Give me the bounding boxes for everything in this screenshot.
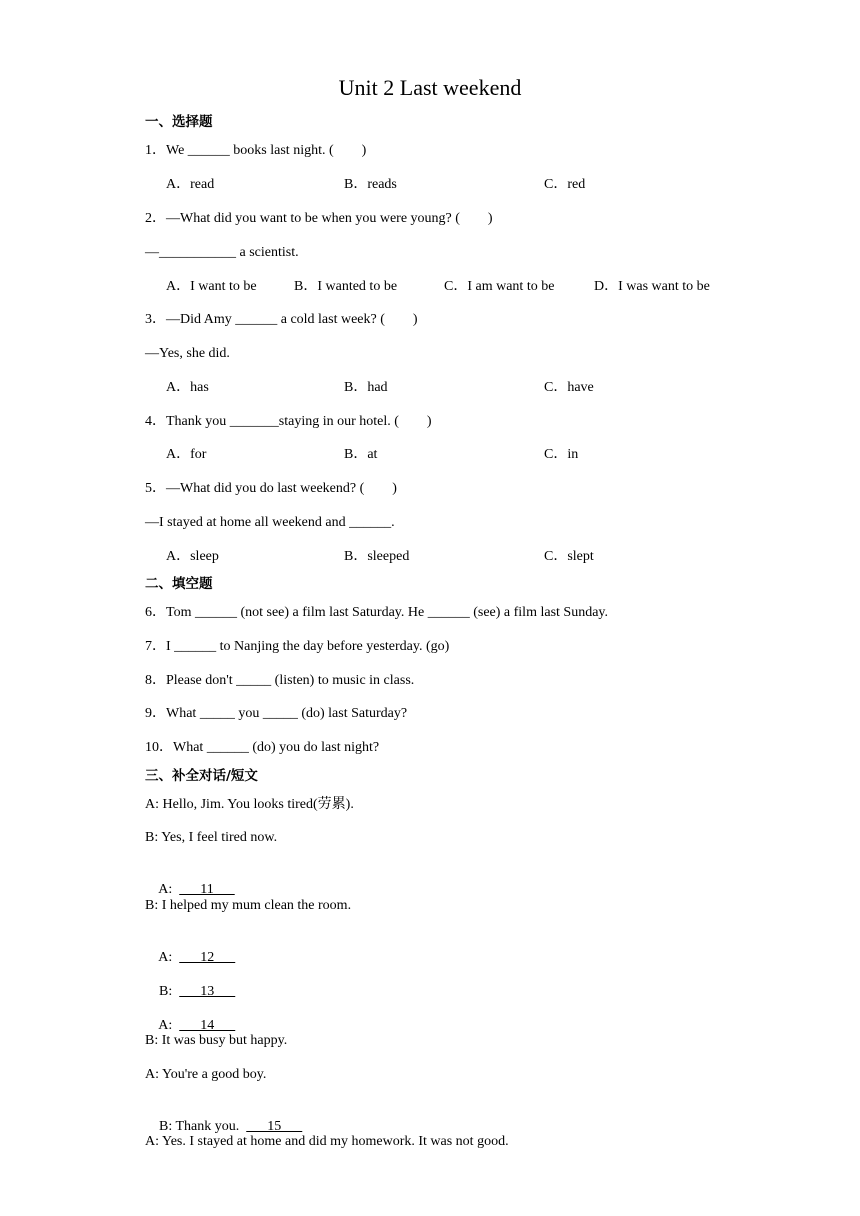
blank-12: 12 (179, 950, 236, 965)
dialogue-line-4: B: I helped my mum clean the room. (145, 898, 352, 913)
dialogue-line-8: B: It was busy but happy. (145, 1033, 288, 1048)
q2-option-a: A．I want to be (166, 279, 257, 294)
question-2-answer-line: —___________ a scientist. (145, 245, 299, 260)
question-2-stem: 2．—What did you want to be when you were young? ( ) (145, 211, 493, 226)
q1-option-c: C．red (544, 177, 586, 192)
blank-14: 14 (179, 1018, 236, 1033)
q3-option-c: C．have (544, 380, 594, 395)
q2-option-d: D．I was want to be (594, 279, 710, 294)
q5-option-b: B．sleeped (344, 549, 410, 564)
dialogue-line-1: A: Hello, Jim. You looks tired(劳累). (145, 797, 354, 812)
q5-option-a: A．sleep (166, 549, 219, 564)
fill-question-6: 6．Tom ______ (not see) a film last Saturday. He ______ (see) a film last Sunday. (145, 605, 608, 620)
q1-option-b: B．reads (344, 177, 397, 192)
speaker-label: B: (159, 984, 173, 999)
q2-option-c: C．I am want to be (444, 279, 555, 294)
question-3-answer-line: —Yes, she did. (145, 346, 230, 361)
q5-option-c: C．slept (544, 549, 594, 564)
section-heading-choice: 一、选择题 (145, 114, 213, 130)
fill-question-8: 8．Please don't _____ (listen) to music in class. (145, 673, 415, 688)
speaker-label: A: (158, 882, 173, 897)
section-heading-fill-blank: 二、填空题 (145, 576, 213, 592)
fill-question-10: 10．What ______ (do) you do last night? (145, 740, 380, 755)
q3-option-a: A．has (166, 380, 209, 395)
question-5-stem: 5．—What did you do last weekend? ( ) (145, 481, 397, 496)
speaker-label: A: (158, 950, 173, 965)
dialogue-line-2: B: Yes, I feel tired now. (145, 830, 278, 845)
speaker-label: A: (158, 1018, 173, 1033)
section-heading-dialogue: 三、补全对话/短文 (145, 768, 258, 784)
question-3-stem: 3．—Did Amy ______ a cold last week? ( ) (145, 312, 418, 327)
dialogue-line-9: A: You're a good boy. (145, 1067, 267, 1082)
q2-option-b: B．I wanted to be (294, 279, 398, 294)
dialogue-line-11: A: Yes. I stayed at home and did my homework. It was not good. (145, 1134, 509, 1149)
q1-option-a: A．read (166, 177, 215, 192)
blank-13: 13 (179, 984, 236, 999)
fill-question-9: 9．What _____ you _____ (do) last Saturday? (145, 706, 408, 721)
q4-option-c: C．in (544, 447, 579, 462)
question-1-stem: 1．We ______ books last night. ( ) (145, 143, 367, 158)
question-5-answer-line: —I stayed at home all weekend and ______. (145, 515, 395, 530)
dialogue-line-10-text: B: Thank you. (159, 1119, 240, 1134)
page-title: Unit 2 Last weekend (338, 75, 522, 100)
question-4-stem: 4．Thank you _______staying in our hotel. ( ) (145, 414, 432, 429)
blank-15: 15 (246, 1119, 303, 1134)
q3-option-b: B．had (344, 380, 388, 395)
q4-option-b: B．at (344, 447, 378, 462)
fill-question-7: 7．I ______ to Nanjing the day before yesterday. (go) (145, 639, 450, 654)
q4-option-a: A．for (166, 447, 207, 462)
blank-11: 11 (179, 882, 235, 897)
